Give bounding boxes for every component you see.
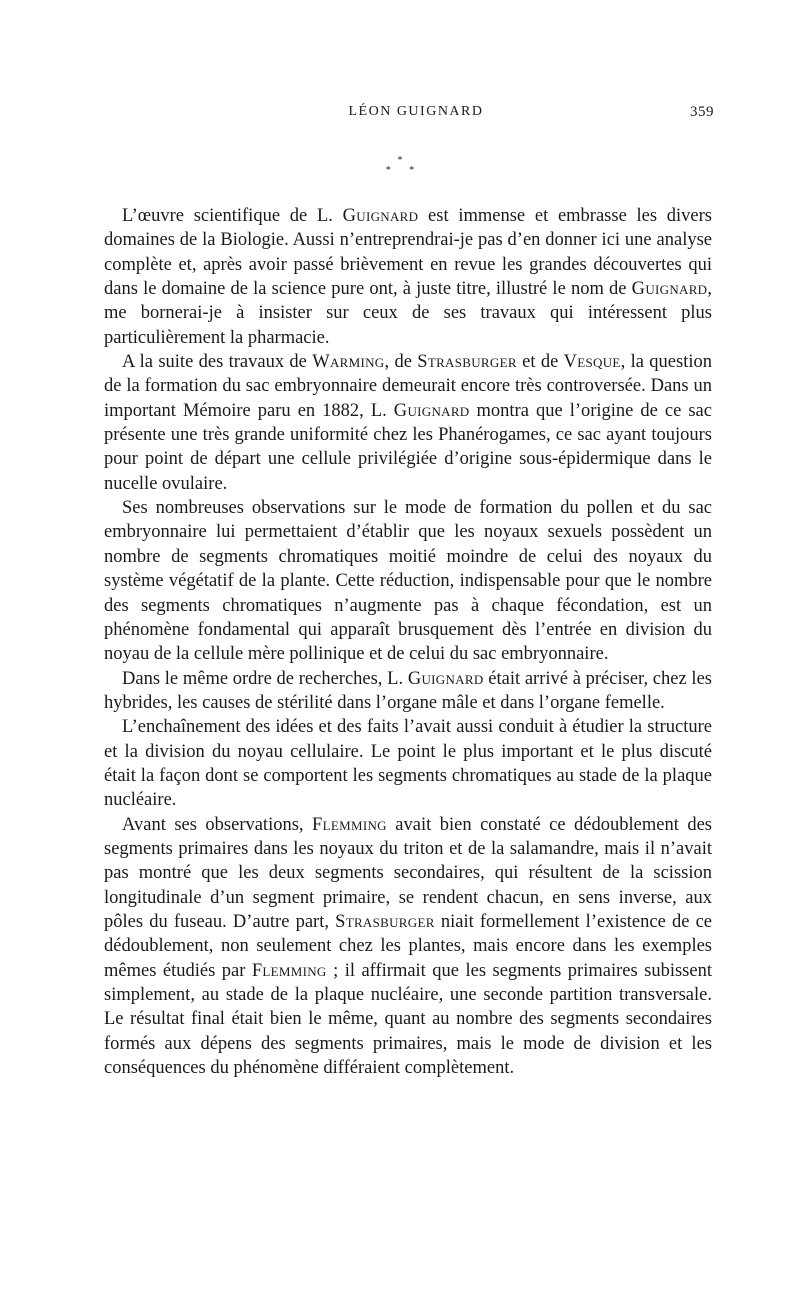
body-text — [104, 204, 712, 1080]
text-run: était arrivé à préciser, chez les hybrides, les causes de stérilité dans l’organe mâle et dans l’organe femelle. — [104, 668, 712, 713]
paragraph — [104, 715, 712, 812]
text-run: est immense et embrasse les divers domaines de la Biologie. Aussi n’entreprendrai-je pas d’en donner ici une analyse complète et, après avoir passé brièvement en revue les grandes découvertes qui dans le domaine de la science pure ont, à juste titre, illustré le nom de — [104, 206, 713, 300]
author-name: Guignard — [393, 400, 470, 421]
author-name: Warming — [312, 352, 385, 373]
text-run: A la suite des travaux de — [122, 352, 313, 373]
author-name: Flemming — [312, 814, 387, 835]
text-run: L’enchaînement des idées et des faits l’avait aussi conduit à étudier la structure et la division du noyau cellulaire. Le point le plus important et le plus discuté était la façon dont se comportent les segments chromatiques au stade de la plaque nucléaire. — [104, 717, 712, 811]
author-name: Guignard — [342, 206, 419, 226]
asterism-ornament — [0, 156, 800, 176]
paragraph — [104, 813, 712, 1081]
text-run: Dans le même ordre de recherches, L. — [122, 668, 408, 689]
page-number: 359 — [690, 104, 714, 120]
author-name: Strasburger — [417, 352, 517, 373]
paragraph — [104, 667, 712, 716]
text-run: niait formellement l’existence de ce dédoublement, non seulement chez les plantes, mais encore dans les exemples mêmes étudiés par — [104, 911, 713, 981]
author-name: Guignard — [631, 279, 708, 300]
author-name: Vesque — [563, 352, 621, 373]
text-run: Ses nombreuses observations sur le mode de formation du pollen et du sac embryonnaire lui permettaient d’établir que les noyaux sexuels possèdent un nombre de segments chromatiques moitié moindre de celui des noyaux du système végétatif de la plante. Cette réduction, indispensable pour que le nombre des segments chromatiques n’augmente pas à chaque fécondation, est un phénomène fondamental qui apparaît brusquement dès l’entrée en division du noyau de la cellule mère pollinique et de celui du sac embryonnaire. — [104, 498, 712, 665]
author-name: Flemming — [251, 960, 327, 981]
asterism-bottom: * * — [385, 165, 423, 176]
text-run: , me bornerai-je à insister sur ceux de ses travaux qui intéressent plus particulièrement la pharmacie. — [104, 279, 712, 348]
text-run: , la question de la formation du sac embryonnaire demeurait encore très controversée. Dans un important Mémoire paru en 1882, L. — [104, 352, 712, 421]
asterism-top: * — [397, 155, 403, 166]
paragraph — [104, 350, 712, 496]
text-run: L’œuvre scientifique de L. — [122, 206, 343, 226]
author-name: Guignard — [407, 668, 484, 689]
text-run: avait bien constaté ce dédoublement des segments primaires dans les noyaux du triton et de la salamandre, mais il n’avait pas montré que les deux segments secondaires, qui résultent de la scission longitudinale d’un segment primaire, se rendent chacun, en sens inverse, aux pôles du fuseau. D’autre part, — [104, 814, 712, 932]
author-name: Strasburger — [335, 911, 435, 932]
text-run: montra que l’origine de ce sac présente une très grande uniformité chez les Phanérogames, ce sac ayant toujours pour point de départ une cellule privilégiée d’origine sous-épidermique dans le nucelle ovulaire. — [104, 400, 712, 494]
running-head — [118, 104, 714, 124]
text-run: Avant ses observations, — [122, 814, 313, 835]
text-run: ; il affirmait que les segments primaires subissent simplement, au stade de la plaque nucléaire, une seconde partition transversale. Le résultat final était bien le même, quant au nombre des segments secondaires formés aux dépens des segments primaires, mais le mode de division et les conséquences du phénomène différaient complètement. — [104, 960, 712, 1079]
paragraph — [104, 496, 712, 666]
text-run: , de — [384, 352, 418, 373]
paragraph — [104, 204, 712, 350]
running-title: LÉON GUIGNARD — [348, 104, 484, 119]
text-run: et de — [516, 352, 564, 373]
